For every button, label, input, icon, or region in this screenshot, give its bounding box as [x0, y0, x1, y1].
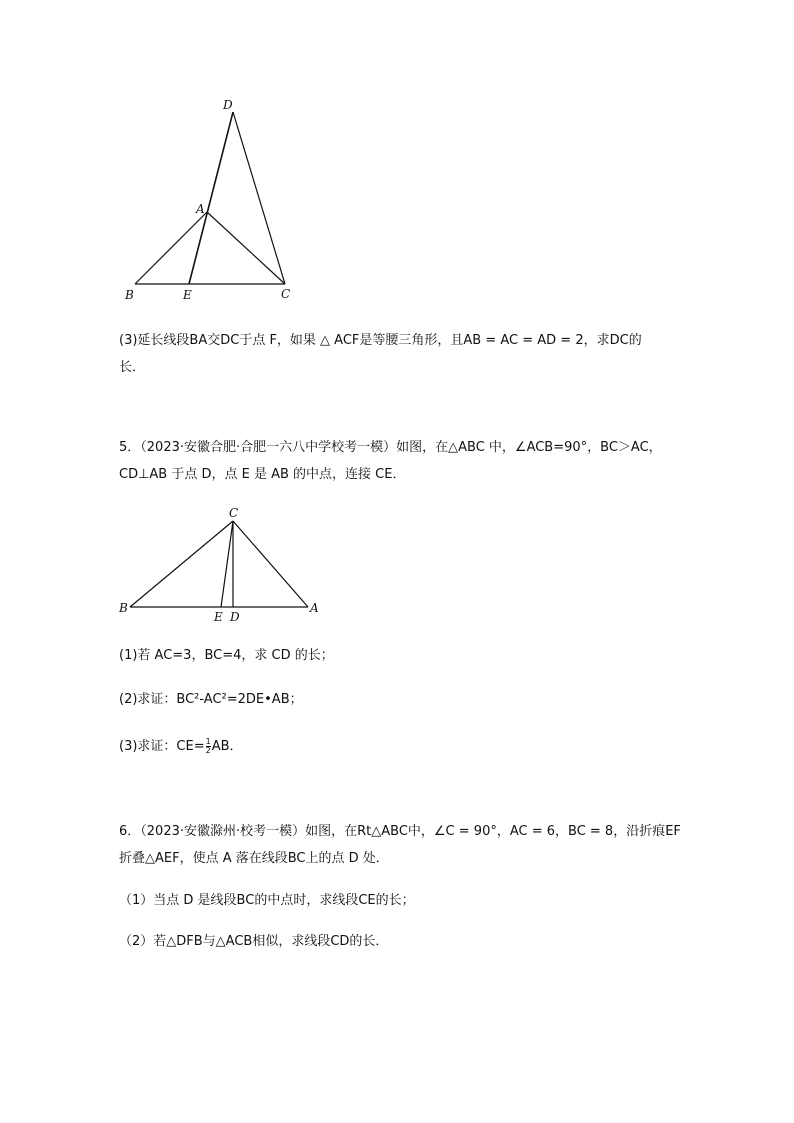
- label-c: C: [229, 506, 239, 520]
- problem5-q3: [119, 738, 243, 755]
- label-e: E: [183, 288, 192, 302]
- label-e: E: [214, 610, 223, 624]
- segment-ce: [221, 521, 233, 607]
- segment-ab: [135, 212, 207, 284]
- problem6-q2: （2）若△DFB与△ACB相似，求线段CD的长．: [119, 934, 389, 949]
- problem5-q2: (2)求证：BC²-AC²=2DE•AB；: [119, 692, 303, 707]
- label-b: B: [125, 288, 134, 302]
- segment-ac: [207, 212, 285, 284]
- segment-ca: [233, 521, 308, 607]
- label-b: B: [119, 601, 128, 615]
- problem5-line2: CD⊥AB 于点 D，点 E 是 AB 的中点，连接 CE．: [119, 467, 406, 482]
- fraction-numerator: 1: [205, 737, 211, 746]
- fraction-denominator: 2: [205, 746, 211, 755]
- problem4-part3-line1: (3)延长线段BA交DC于点 F，如果 △ ACF是等腰三角形，且AB = AC = AD = 2，求DC的: [119, 333, 642, 348]
- q3-suffix: AB．: [211, 739, 243, 754]
- problem5-q1: (1)若 AC=3，BC=4，求 CD 的长；: [119, 648, 334, 663]
- label-d: D: [223, 98, 233, 112]
- label-d: D: [230, 610, 240, 624]
- segment-dc: [233, 112, 285, 284]
- label-a: A: [310, 601, 319, 615]
- segment-bc: [130, 521, 233, 607]
- problem6-line2: 折叠△AEF，使点 A 落在线段BC上的点 D 处．: [119, 851, 389, 866]
- figure-triangle-abc-with-d: [110, 90, 310, 310]
- figure-right-triangle: [110, 500, 330, 630]
- segment-ed: [189, 112, 233, 284]
- problem6-line1: 6．（2023·安徽滁州·校考一模）如图，在Rt△ABC中，∠C = 90°，AC = 6，BC = 8，沿折痕EF: [119, 824, 681, 839]
- one-half-fraction: [206, 738, 211, 755]
- q3-prefix: (3)求证：CE=: [119, 739, 205, 754]
- label-a: A: [196, 202, 205, 216]
- label-c: C: [281, 287, 291, 301]
- problem5-line1: 5．（2023·安徽合肥·合肥一六八中学校考一模）如图，在△ABC 中，∠ACB=90°，BC＞AC，: [119, 440, 662, 455]
- problem6-q1: （1）当点 D 是线段BC的中点时，求线段CE的长；: [119, 893, 415, 908]
- problem4-part3-line2: 长．: [119, 360, 146, 375]
